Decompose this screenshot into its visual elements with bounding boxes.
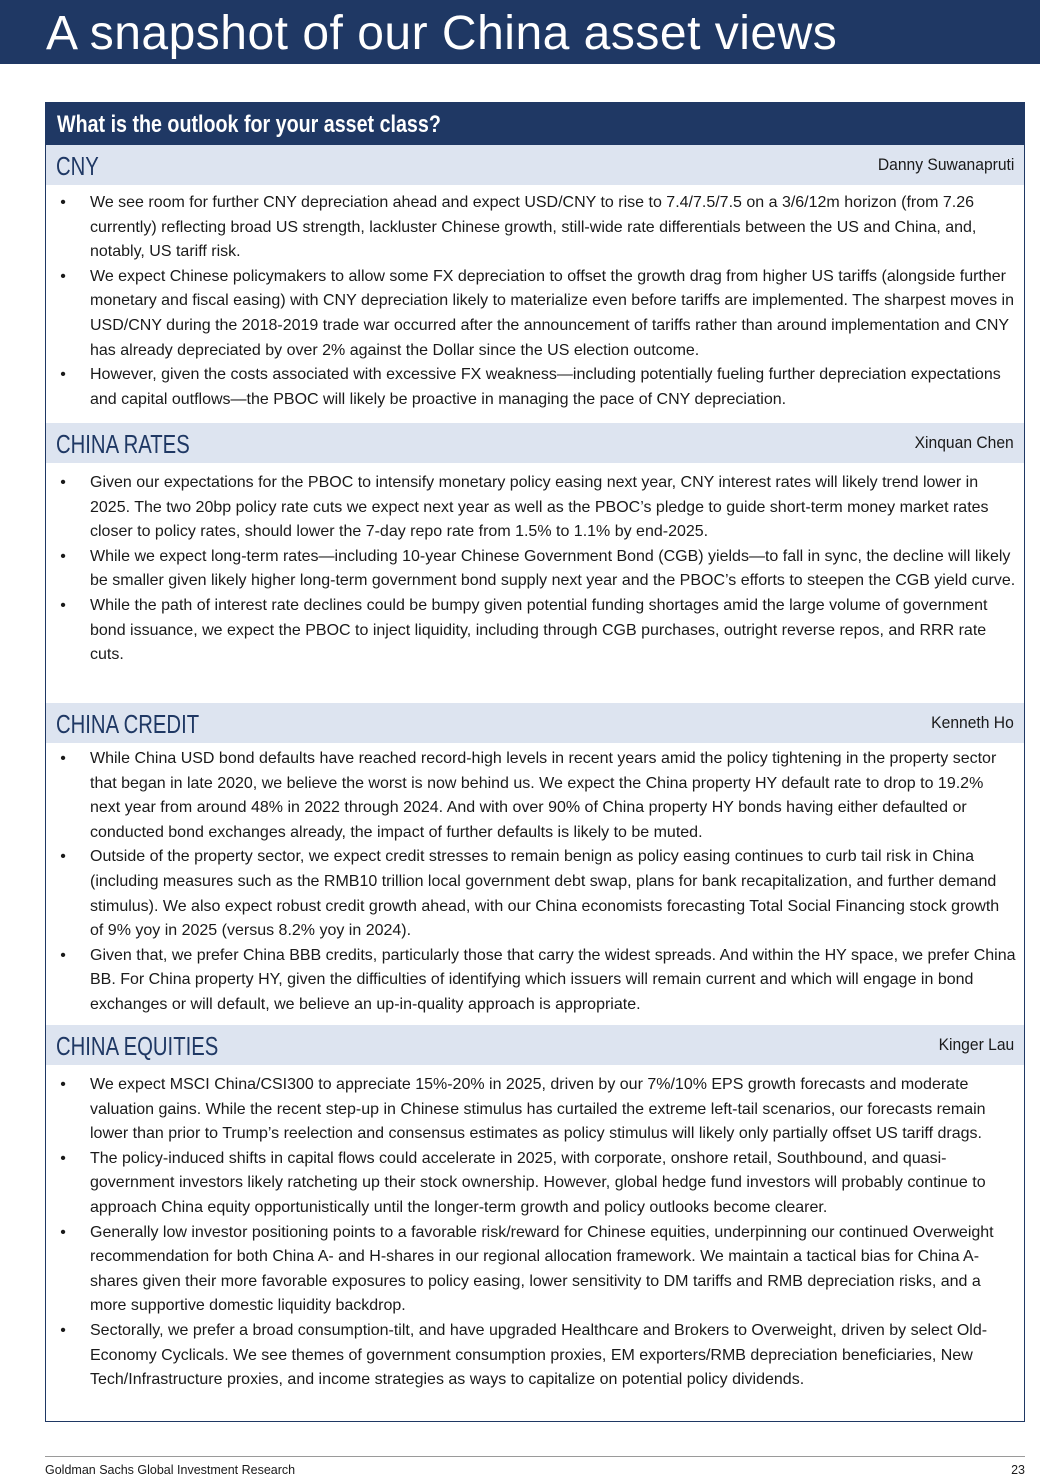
bullet-icon: • [60, 1149, 66, 1167]
section-bullets-china-credit [46, 747, 1024, 1018]
bullet-text: We see room for further CNY depreciation ahead and expect USD/CNY to rise to 7.4/7.5/7.5 on a 3/6/12m horizon (from 7.26 currently) reflecting broad US strength, lackluster Chinese growth, still-wide rate differentials between the US and China, and, notably, US tariff risk. [90, 194, 977, 261]
bullet-text: We expect Chinese policymakers to allow some FX depreciation to offset the growth drag from higher US tariffs (alongside further monetary and fiscal easing) with CNY depreciation likely to materialize even before tariffs are implemented. The sharpest moves in USD/CNY during the 2018-2019 trade war occurred after the announcement of tariffs rather than around implementation and CNY has already depreciated by over 2% against the Dollar since the US election outcome. [90, 267, 1015, 359]
bullet-icon: • [60, 366, 66, 384]
bullet-icon: • [60, 1321, 66, 1339]
bullet-item [46, 747, 1024, 845]
section-author: Kenneth Ho [931, 713, 1014, 732]
section-bullets-china-rates [46, 471, 1024, 668]
bullet-text: Outside of the property sector, we expect credit stresses to remain benign as policy easing continues to curb tail risk in China (including measures such as the RMB10 trillion local government debt swap, plans for bank recapitalization, and further demand stimulus). We also expect robust credit growth ahead, with our China economists forecasting Total Social Financing stock growth of 9% yoy in 2025 (versus 8.2% yoy in 2024). [90, 848, 1000, 940]
section-author: Danny Suwanapruti [877, 155, 1014, 174]
asset-views-panel [45, 102, 1025, 1422]
section-title: CHINA RATES [56, 429, 190, 459]
bullet-icon: • [60, 946, 66, 964]
bullet-text: While the path of interest rate declines could be bumpy given potential funding shortages amid the large volume of government bond issuance, we expect the PBOC to inject liquidity, including through CGB purchases, outright reverse repos, and RRR rate cuts. [90, 596, 988, 664]
bullet-item [46, 1073, 1024, 1147]
panel-title: What is the outlook for your asset class? [57, 111, 441, 138]
bullet-icon: • [60, 848, 66, 866]
section-author: Xinquan Chen [914, 433, 1014, 452]
section-author: Kinger Lau [938, 1035, 1014, 1054]
footer-divider [45, 1456, 1025, 1457]
bullet-icon: • [60, 267, 66, 285]
page-number: 23 [1011, 1463, 1025, 1477]
bullet-text: However, given the costs associated with excessive FX weakness—including potentially fueling further depreciation expectations and capital outflows—the PBOC will likely be proactive in managing the pace of CNY depreciation. [90, 366, 1001, 408]
bullet-text: Generally low investor positioning points to a favorable risk/reward for Chinese equities, underpinning our continued Overweight recommendation for both China A- and H-shares in our regional allocation framework. We maintain a tactical bias for China A-shares given their more favorable exposures to policy easing, lower sensitivity to DM tariffs and RMB depreciation risks, and a more supportive domestic liquidity backdrop. [90, 1223, 994, 1315]
section-header-china-credit [46, 703, 1024, 743]
bullet-text: We expect MSCI China/CSI300 to appreciate 15%-20% in 2025, driven by our 7%/10% EPS growth forecasts and moderate valuation gains. While the recent step-up in Chinese stimulus has curtailed the extreme left-tail scenarios, our forecasts remain lower than prior to Trump’s reelection and consensus estimates as policy stimulus will likely only partially offset US tariff drags. [90, 1076, 986, 1143]
bullet-icon: • [60, 474, 66, 491]
bullet-icon: • [60, 750, 66, 767]
section-header-cny [46, 145, 1024, 185]
bullet-item [46, 1319, 1024, 1393]
page-title: A snapshot of our China asset views [46, 7, 838, 60]
section-title: CNY [56, 151, 99, 181]
section-bullets-cny [46, 191, 1024, 412]
bullet-icon: • [60, 194, 66, 211]
bullet-item [46, 545, 1024, 594]
section-header-china-equities [46, 1025, 1024, 1065]
bullet-text: While China USD bond defaults have reached record-high levels in recent years amid the policy tightening in the property sector that began in late 2020, we believe the worst is now behind us. We expect the China property HY default rate to drop to 19.2% next year from around 48% in 2022 through 2024. And with over 90% of China property HY bonds having either defaulted or conducted bond exchanges already, the impact of further defaults is likely to be muted. [90, 750, 997, 841]
bullet-text: Given our expectations for the PBOC to intensify monetary policy easing next year, CNY interest rates will likely trend lower in 2025. The two 20bp policy rate cuts we expect next year as well as the PBOC’s pledge to guide short-term money market rates closer to policy rates, should lower the 7-day repo rate from 1.5% to 1.1% by end-2025. [90, 474, 989, 541]
bullet-item [46, 471, 1024, 545]
bullet-item [46, 1221, 1024, 1319]
bullet-item [46, 845, 1024, 943]
footer-source: Goldman Sachs Global Investment Research [45, 1463, 296, 1477]
bullet-icon: • [60, 596, 66, 614]
section-header-china-rates [46, 423, 1024, 463]
bullet-text: While we expect long-term rates—including 10-year Chinese Government Bond (CGB) yields—to fall in sync, the decline will likely be smaller given likely higher long-term government bond supply next year and the PBOC’s efforts to steepen the CGB yield curve. [90, 547, 1016, 590]
section-title: CHINA CREDIT [56, 709, 200, 739]
bullet-item [46, 944, 1024, 1018]
section-title: CHINA EQUITIES [56, 1031, 219, 1061]
title-bar [0, 0, 1040, 64]
bullet-item [46, 363, 1024, 412]
section-bullets-china-equities [46, 1073, 1024, 1393]
panel-header [46, 103, 1024, 145]
bullet-item [46, 594, 1024, 668]
bullet-text: Sectorally, we prefer a broad consumption-tilt, and have upgraded Healthcare and Brokers to Overweight, driven by select Old-Economy Cyclicals. We see themes of government consumption proxies, EM exporters/RMB depreciation beneficiaries, New Tech/Infrastructure proxies, and income strategies as ways to capitalize on potential policy dividends. [90, 1321, 988, 1389]
bullet-text: The policy-induced shifts in capital flows could accelerate in 2025, with corporate, onshore retail, Southbound, and quasi-government investors likely ratcheting up their stock ownership. However, global hedge fund investors will probably continue to approach China equity opportunistically until the longer-term growth and policy outlooks become clearer. [90, 1149, 986, 1216]
bullet-icon: • [60, 547, 66, 565]
bullet-text: Given that, we prefer China BBB credits, particularly those that carry the widest spreads. And within the HY space, we prefer China BB. For China property HY, given the difficulties of identifying which issuers will remain current and which will engage in bond exchanges or will default, we believe an up-in-quality approach is appropriate. [90, 946, 1016, 1013]
bullet-item [46, 191, 1024, 265]
bullet-icon: • [60, 1223, 66, 1241]
bullet-item [46, 265, 1024, 363]
bullet-item [46, 1147, 1024, 1221]
bullet-icon: • [60, 1076, 66, 1093]
